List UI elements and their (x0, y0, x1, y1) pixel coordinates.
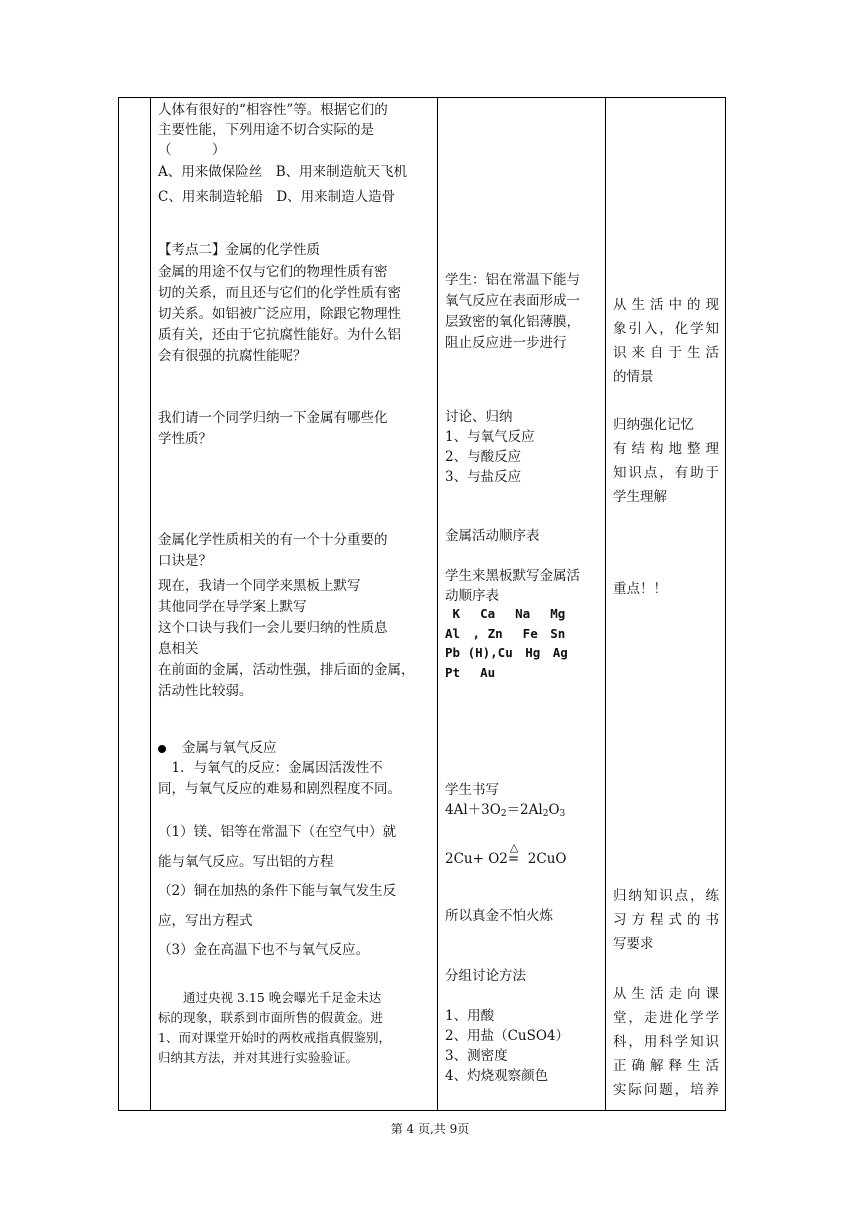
summarize-question: 我们请一个同学归纳一下金属有哪些化 学性质？ (158, 410, 388, 447)
gold-fire-note: 所以真金不怕火炼 (445, 908, 553, 924)
method-title: 分组讨论方法 (445, 968, 526, 984)
oxygen-reaction-heading: 金属与氧气反应 (158, 738, 277, 758)
oxygen-reaction-intro: 1．与氧气的反应：金属因活泼性不 同，与氧气反应的难易和剧烈程度不同。 (158, 760, 401, 797)
equation-copper: 2Cu+ O2 △ = 2CuO (445, 849, 566, 869)
question-intro: 人体有很好的“相容性”等。根据它们的 主要性能，下列用途不切合实际的是 （ ） (158, 102, 388, 158)
practice-note: 归纳知识点，练 习方程式的书 写要求 (613, 888, 719, 952)
table-border-bottom (118, 1110, 725, 1111)
method-list: 1、用酸 2、用盐（CuSO4） 3、测密度 4、灼烧观察颜色 (445, 1008, 570, 1084)
summary-note: 归纳强化记忆 有结构地整理 知识点，有助于 学生理解 (613, 417, 719, 505)
write-equations: 学生书写 (445, 782, 499, 798)
table-border-col2 (437, 97, 438, 1111)
key-point-note: 重点！！ (613, 581, 667, 597)
activity-series: K Ca Na Mg Al , Zn Fe Sn Pb (H),Cu Hg Ag Pt Au (445, 606, 568, 680)
aluminum-answer: 学生：铝在常温下能与 氧气反应在表面形成一 层致密的氧化铝薄膜， 阻止反应进一步进行 (445, 272, 580, 351)
section-heading-2: 【考点二】金属的化学性质 (158, 242, 320, 258)
oxygen-reaction-items: （1）镁、铝等在常温下（在空气中）就 能与氧气反应。写出铝的方程 （2）铜在加热的条件下能与氧气发生反 应，写出方程式 （3）金在高温下也不与氧气反应。 (158, 824, 397, 958)
bullet-icon (158, 745, 166, 753)
page-footer: 第 4 页,共 9页 (390, 1122, 470, 1136)
activity-series-title: 金属活动顺序表 (445, 528, 540, 544)
activity-series-instruction: 学生来黑板默写金属活 动顺序表 (445, 568, 580, 604)
discussion-list: 讨论、归纳 1、与氧气反应 2、与酸反应 3、与盐反应 (445, 409, 535, 485)
table-border-right (725, 97, 726, 1111)
mnemonic-question: 金属化学性质相关的有一个十分重要的 口诀是？ (158, 532, 388, 569)
fake-gold-paragraph: 通过央视 3.15 晚会曝光千足金未达 标的现象，联系到市面所售的假黄金。进 1、而对课堂开始时的两枚戒指真假鉴别， 归纳其方法，并对其进行实验验证。 (158, 990, 391, 1065)
table-border-col1 (150, 97, 151, 1111)
equation-aluminum: $4Al+3O_2=2Al_2O_3$ (445, 802, 566, 819)
classroom-note: 从生活走向课 堂，走进化学学 科，用科学知识 正确解释生活 实际问题，培养 (613, 986, 719, 1098)
life-intro-note: 从生活中的现 象引入，化学知 识来自于生活 的情景 (613, 297, 719, 385)
aluminum-paragraph: 金属的用途不仅与它们的物理性质有密 切的关系，而且还与它们的化学性质有密 切关系。如铝被广泛应用，除跟它物理性 质有关，还由于它抗腐性能好。为什么铝 会有很强的抗腐性能呢？ (158, 264, 401, 364)
table-border-col3 (605, 97, 606, 1111)
heat-triangle-icon: △ (509, 841, 519, 854)
table-border-left (118, 97, 119, 1111)
table-border-top (118, 97, 725, 98)
mnemonic-instructions: 现在，我请一个同学来黑板上默写 其他同学在导学案上默写 这个口诀与我们一会儿要归纳的性质息 息相关 在前面的金属，活动性强，排后面的金属， 活动性比较弱。 (158, 578, 415, 699)
question-options: A、用来做保险丝 B、用来制造航天飞机 C、用来制造轮船 D、用来制造人造骨 (158, 164, 408, 205)
